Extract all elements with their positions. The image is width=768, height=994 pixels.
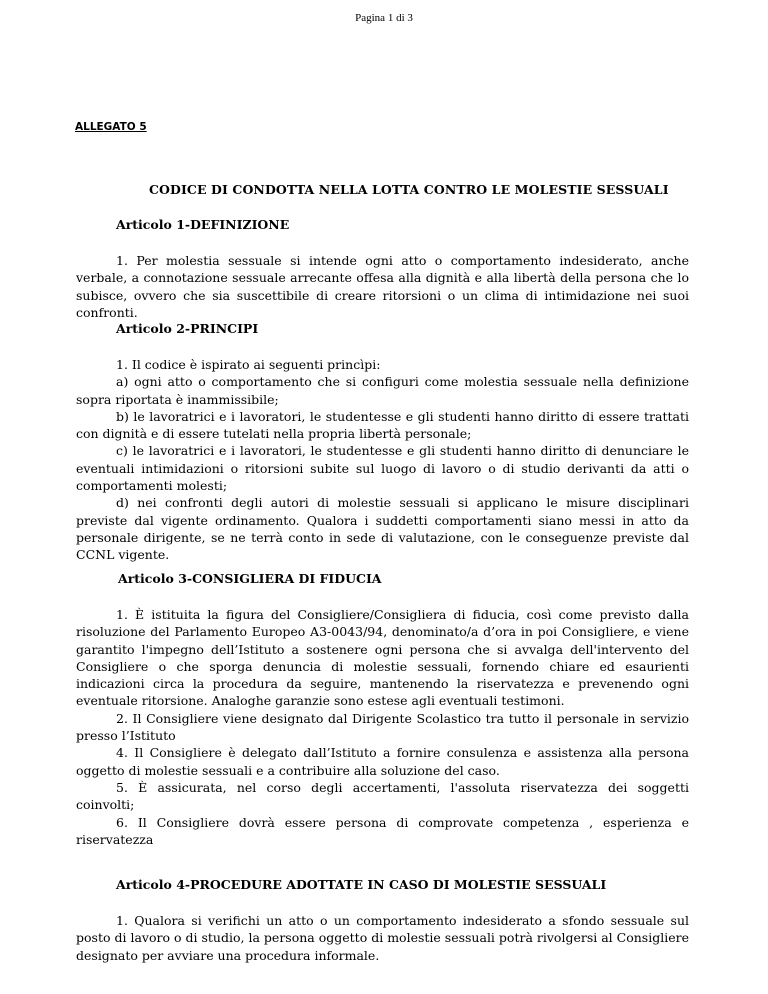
- article-1-body: [76, 252, 689, 321]
- article-2-body: [76, 356, 689, 564]
- article-2-heading: Articolo 2-PRINCIPI: [116, 321, 259, 336]
- article-3-paragraph-4: 4. Il Consigliere è delegato dall’Istituto a fornire consulenza e assistenza alla persona oggetto di molestie sessuali e a contribuire alla soluzione del caso.: [76, 745, 689, 778]
- article-3-paragraph-2: 2. Il Consigliere viene designato dal Dirigente Scolastico tra tutto il personale in servizio presso l’Istituto: [76, 710, 689, 744]
- article-4-heading: Articolo 4-PROCEDURE ADOTTATE IN CASO DI MOLESTIE SESSUALI: [116, 877, 607, 892]
- article-4-body: [76, 912, 689, 964]
- article-3-body: [76, 606, 689, 848]
- article-2-paragraph-c: c) le lavoratrici e i lavoratori, le studentesse e gli studenti hanno diritto di denunciare le eventuali intimidazioni o ritorsioni subite sul luogo di lavoro o di studio derivanti da atti o comportamenti molesti;: [76, 443, 689, 494]
- article-4-paragraph-1: 1. Qualora si verifichi un atto o un comportamento indesiderato a sfondo sessuale sul posto di lavoro o di studio, la persona oggetto di molestie sessuali potrà rivolgersi al Consigliere designato per avviare una procedura informale.: [76, 913, 689, 963]
- article-1-heading: Articolo 1-DEFINIZIONE: [116, 217, 290, 232]
- allegato-label: ALLEGATO 5: [75, 121, 147, 133]
- document-title: CODICE DI CONDOTTA NELLA LOTTA CONTRO LE MOLESTIE SESSUALI: [149, 182, 669, 197]
- article-3-paragraph-5: 5. È assicurata, nel corso degli accertamenti, l'assoluta riservatezza dei soggetti coinvolti;: [76, 779, 689, 813]
- article-2-paragraph-1: 1. Il codice è ispirato ai seguenti princìpi:: [116, 357, 381, 372]
- article-2-paragraph-d: d) nei confronti degli autori di molestie sessuali si applicano le misure disciplinari previste dal vigente ordinamento. Qualora i suddetti comportamenti siano messi in atto da personale dirigente, se ne terrà conto in sede di valutazione, con le conseguenze previste dal CCNL vigente.: [76, 495, 689, 563]
- article-3-paragraph-1: 1. È istituita la figura del Consigliere/Consigliera di fiducia, così come previsto dalla risoluzione del Parlamento Europeo A3-0043/94, denominato/a d’ora in poi Consigliere, e viene garantito l'impegno dell’Istituto a sostenere ogni persona che si avvalga dell'intervento del Consigliere o che sporga denuncia di molestie sessuali, fornendo chiare ed esaurienti indicazioni circa la procedura da seguire, mantenendo la riservatezza e prevenendo ogni eventuale ritorsione. Analoghe garanzie sono estese agli eventuali testimoni.: [76, 607, 689, 709]
- article-1-paragraph-1: 1. Per molestia sessuale si intende ogni atto o comportamento indesiderato, anche verbale, a connotazione sessuale arrecante offesa alla dignità e alla libertà della persona che lo subisce, ovvero che sia suscettibile di creare ritorsioni o un clima di intimidazione nei suoi confronti.: [76, 253, 689, 320]
- article-3-heading: Articolo 3-CONSIGLIERA DI FIDUCIA: [118, 571, 382, 586]
- article-2-paragraph-b: b) le lavoratrici e i lavoratori, le studentesse e gli studenti hanno diritto di essere trattati con dignità e di essere tutelati nella propria libertà personale;: [76, 408, 689, 442]
- article-2-paragraph-a: a) ogni atto o comportamento che si configuri come molestia sessuale nella definizione sopra riportata è inammissibile;: [76, 374, 689, 407]
- page-header: Pagina 1 di 3: [355, 12, 413, 24]
- article-3-paragraph-6: 6. Il Consigliere dovrà essere persona di comprovate competenza , esperienza e riservatezza: [76, 814, 689, 847]
